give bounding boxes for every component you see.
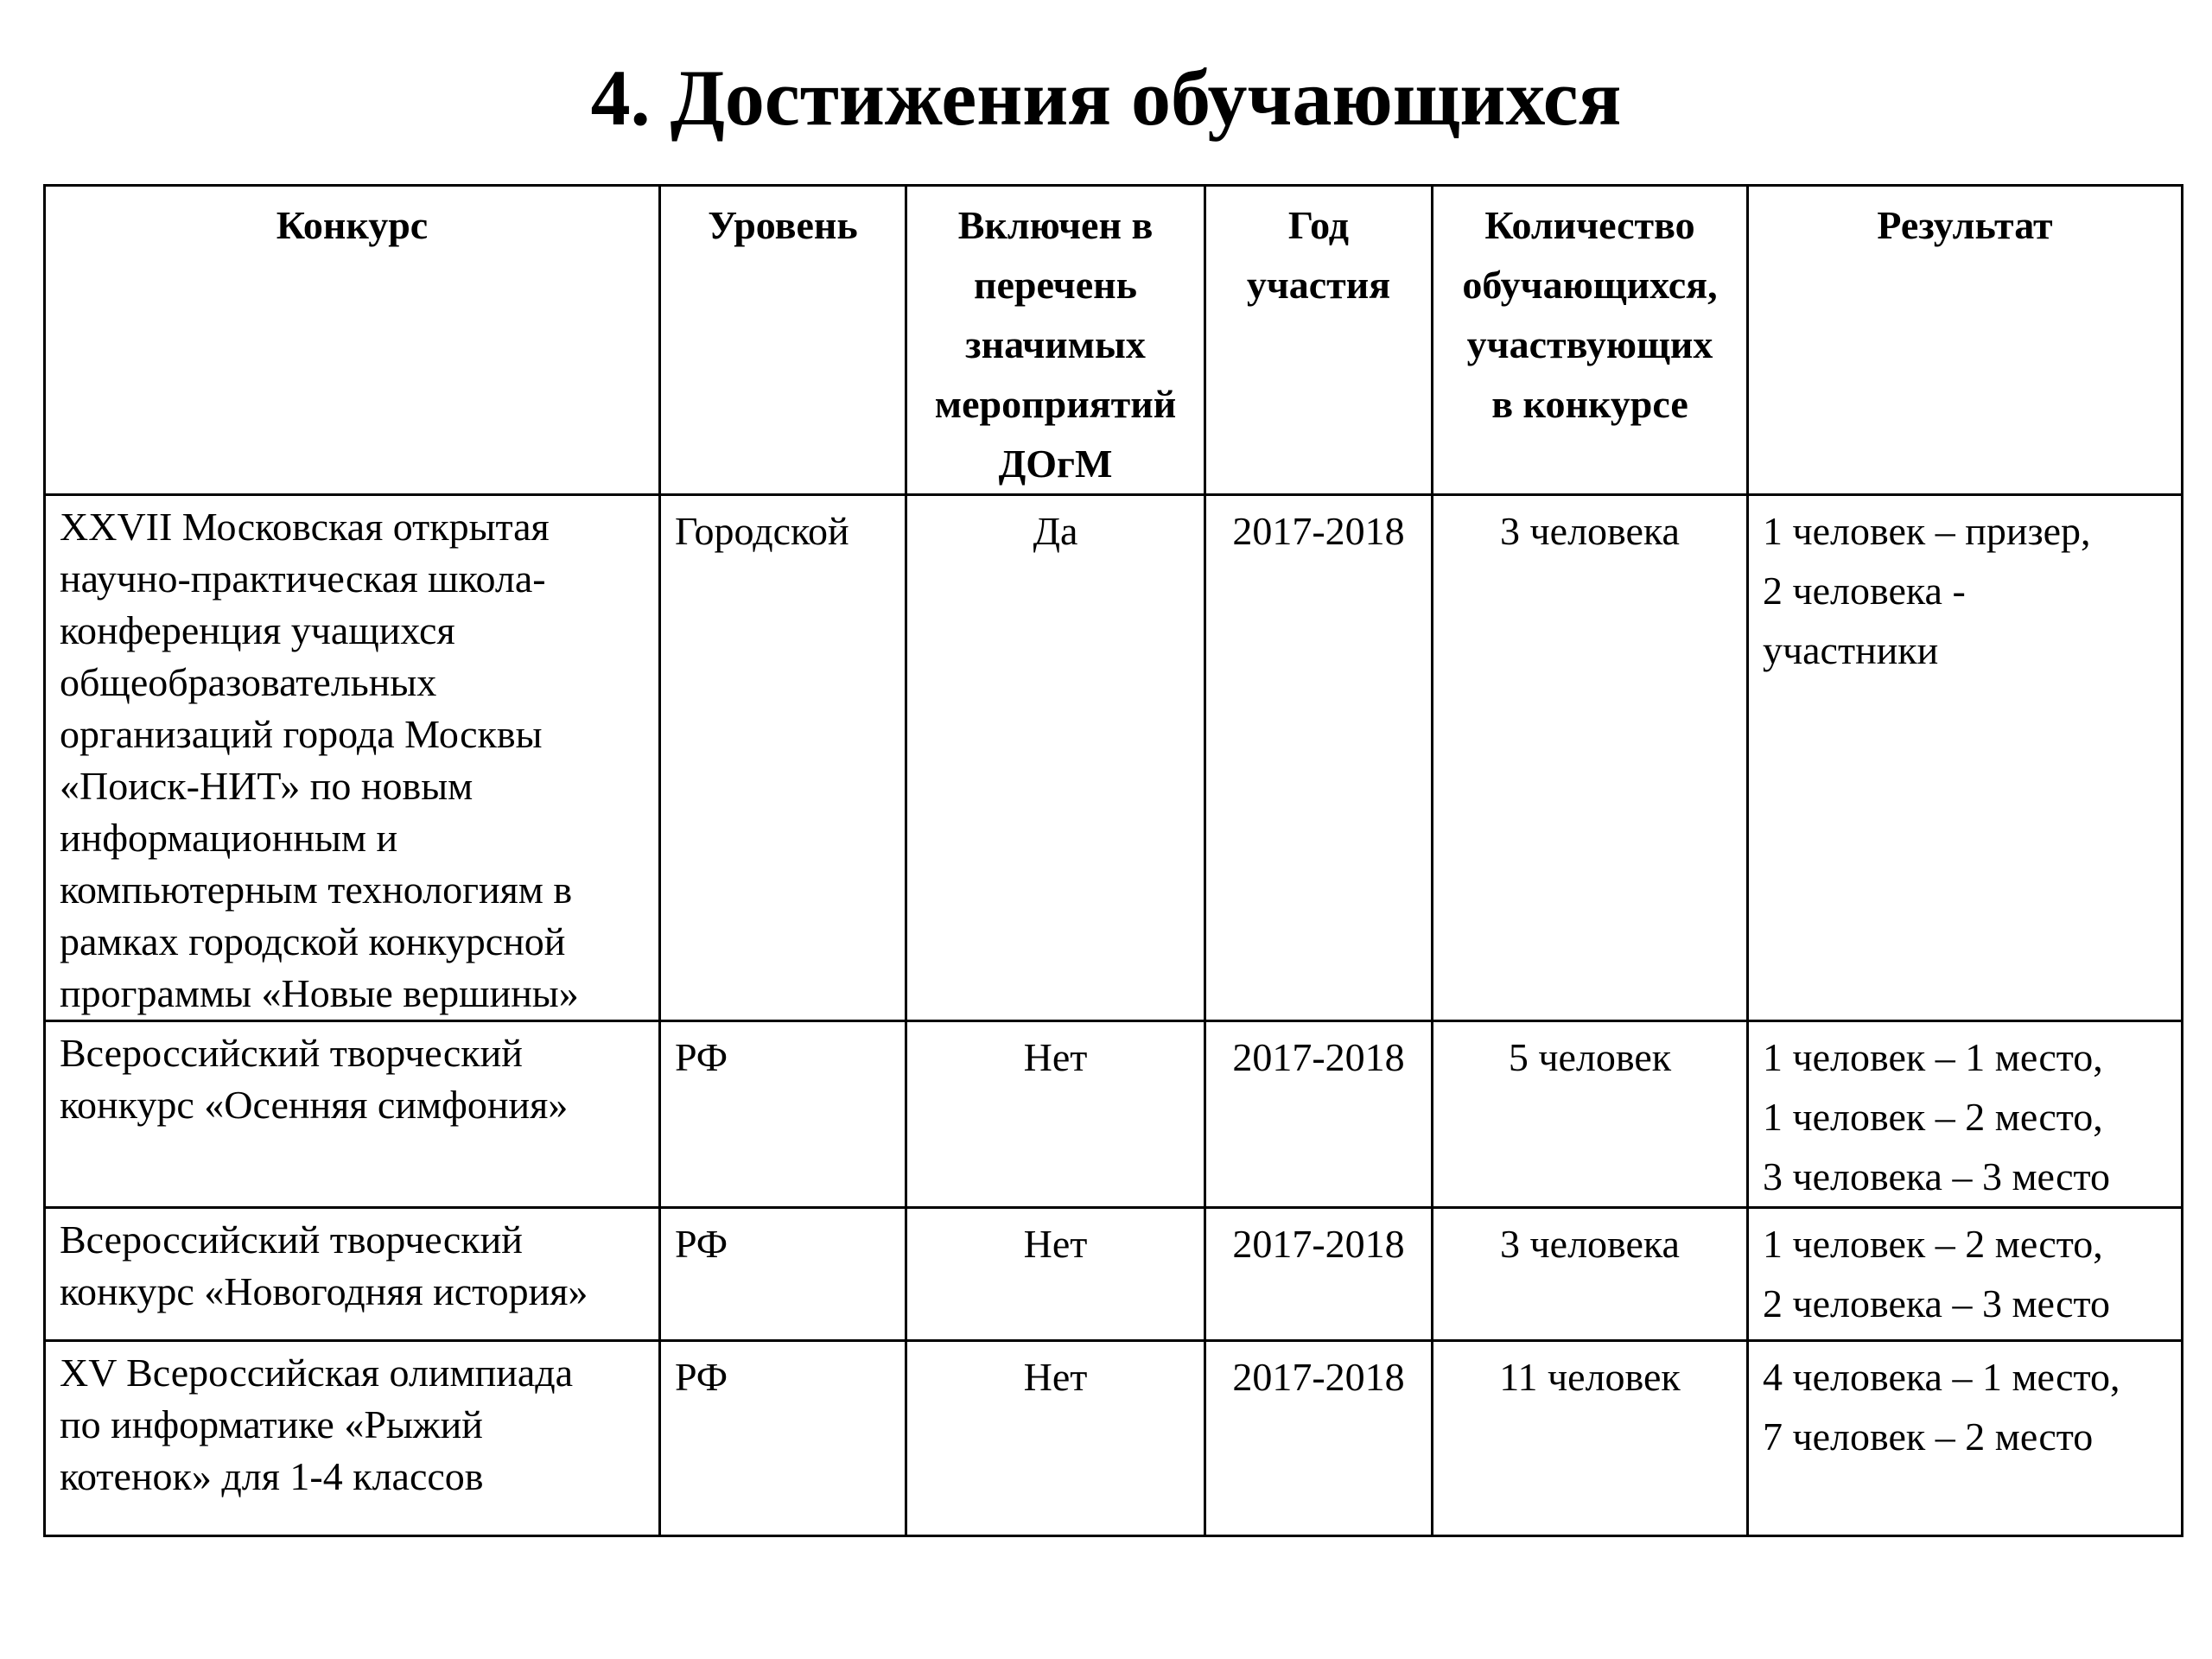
contest-line: программы «Новые вершины» (60, 971, 579, 1015)
result-cell (1748, 1021, 2183, 1208)
count-cell: 11 человек (1433, 1341, 1748, 1536)
table-row (45, 1341, 2183, 1536)
year-cell: 2017-2018 (1205, 495, 1433, 1021)
contest-cell (45, 495, 660, 1021)
header-contest (45, 186, 660, 495)
header-line: Результат (1877, 203, 2053, 247)
contest-line: «Поиск-НИТ» по новым (60, 764, 474, 808)
included-cell: Да (906, 495, 1205, 1021)
header-line: Количество (1484, 203, 1695, 247)
result-line: 2 человека – 3 место (1763, 1281, 2111, 1325)
header-line: участия (1246, 263, 1391, 307)
header-line: обучающихся, (1462, 263, 1718, 307)
count-cell: 5 человек (1433, 1021, 1748, 1208)
included-cell: Нет (906, 1208, 1205, 1341)
result-cell (1748, 1208, 2183, 1341)
result-cell (1748, 1341, 2183, 1536)
included-cell: Нет (906, 1341, 1205, 1536)
result-line: участники (1763, 628, 1939, 672)
level-cell: РФ (660, 1021, 906, 1208)
contest-line: организаций города Москвы (60, 712, 543, 756)
included-cell: Нет (906, 1021, 1205, 1208)
table-row (45, 495, 2183, 1021)
header-included (906, 186, 1205, 495)
header-line: Включен в (957, 203, 1154, 247)
header-level (660, 186, 906, 495)
contest-line: научно-практическая школа- (60, 556, 546, 601)
contest-line: информационным и (60, 816, 398, 860)
level-cell: РФ (660, 1341, 906, 1536)
result-line: 1 человек – призер, (1763, 509, 2091, 553)
contest-line: рамках городской конкурсной (60, 919, 566, 963)
count-cell: 3 человека (1433, 495, 1748, 1021)
header-line: Год (1287, 203, 1350, 247)
achievements-table (43, 184, 2183, 1537)
header-result (1748, 186, 2183, 495)
header-year (1205, 186, 1433, 495)
table-header-row (45, 186, 2183, 495)
header-line: перечень (974, 263, 1137, 307)
year-cell: 2017-2018 (1205, 1208, 1433, 1341)
contest-line: Всероссийский творческий (60, 1031, 523, 1075)
table-row (45, 1021, 2183, 1208)
header-line: значимых (965, 322, 1146, 366)
result-line: 1 человек – 2 место, (1763, 1095, 2103, 1139)
result-line: 1 человек – 1 место, (1763, 1035, 2103, 1079)
contest-line: XV Всероссийская олимпиада (60, 1351, 574, 1395)
contest-line: компьютерным технологиям в (60, 868, 573, 912)
year-cell: 2017-2018 (1205, 1021, 1433, 1208)
level-cell: Городской (660, 495, 906, 1021)
result-line: 4 человека – 1 место, (1763, 1355, 2120, 1399)
result-line: 7 человек – 2 место (1763, 1414, 2094, 1459)
result-cell (1748, 495, 2183, 1021)
contest-line: конкурс «Новогодняя история» (60, 1269, 588, 1313)
contest-line: по информатике «Рыжий (60, 1402, 483, 1446)
contest-cell (45, 1341, 660, 1536)
header-line: Уровень (708, 203, 858, 247)
header-line: в конкурсе (1491, 382, 1688, 426)
contest-line: конкурс «Осенняя симфония» (60, 1083, 569, 1127)
header-count (1433, 186, 1748, 495)
page-title: 4. Достижения обучающихся (590, 54, 1622, 142)
contest-line: конференция учащихся (60, 608, 455, 652)
contest-cell (45, 1208, 660, 1341)
result-line: 1 человек – 2 место, (1763, 1222, 2103, 1266)
header-line: мероприятий (934, 382, 1177, 426)
level-cell: РФ (660, 1208, 906, 1341)
contest-line: котенок» для 1-4 классов (60, 1454, 484, 1498)
contest-line: Всероссийский творческий (60, 1217, 523, 1262)
header-line: Конкурс (276, 203, 429, 247)
result-line: 2 человека - (1763, 569, 1966, 613)
header-line: ДОгМ (998, 442, 1113, 486)
result-line: 3 человека – 3 место (1763, 1154, 2111, 1198)
header-line: участвующих (1466, 322, 1713, 366)
contest-cell (45, 1021, 660, 1208)
table-row (45, 1208, 2183, 1341)
contest-line: общеобразовательных (60, 660, 437, 704)
count-cell: 3 человека (1433, 1208, 1748, 1341)
year-cell: 2017-2018 (1205, 1341, 1433, 1536)
contest-line: XXVII Московская открытая (60, 505, 550, 549)
